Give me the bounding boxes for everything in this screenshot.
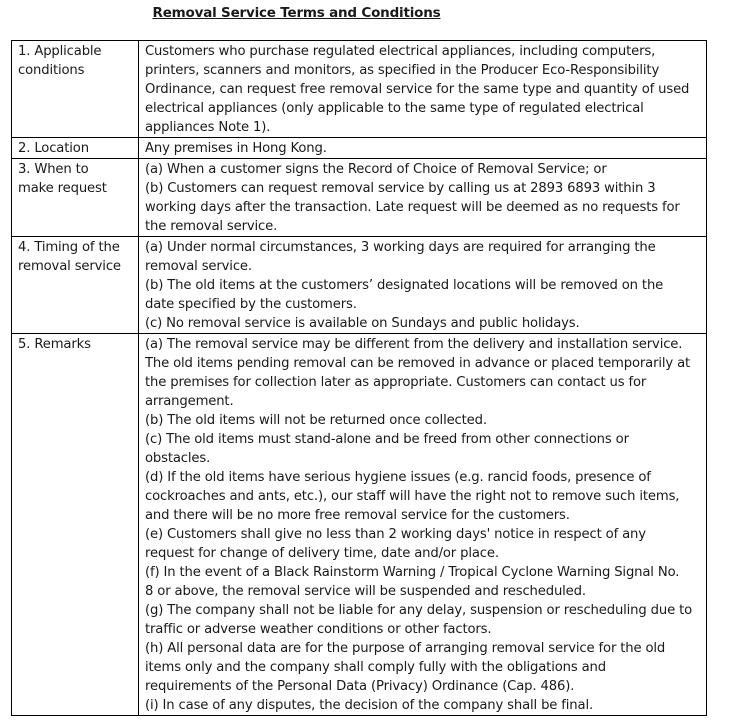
content-line: date specified by the customers. <box>145 297 357 312</box>
row-content-cell <box>139 159 707 237</box>
terms-table <box>11 40 707 716</box>
row-label-line: 1. Applicable <box>18 44 102 59</box>
table-row-applicable-conditions <box>12 41 707 138</box>
document-title: Removal Service Terms and Conditions <box>152 5 441 21</box>
content-line: appliances Note 1). <box>145 120 271 135</box>
row-label-line: 4. Timing of the <box>18 240 120 255</box>
row-label-line: 5. Remarks <box>18 337 91 352</box>
content-line: removal service. <box>145 259 252 274</box>
row-label-cell <box>12 138 139 159</box>
table-row-when-to-make-request <box>12 159 707 237</box>
row-content-cell <box>139 334 707 716</box>
content-line: (b) Customers can request removal service by calling us at 2893 6893 within 3 <box>145 181 656 196</box>
content-line: and there will be no more free removal service for the customers. <box>145 508 570 523</box>
row-label-line: conditions <box>18 63 85 78</box>
content-line: Customers who purchase regulated electrical appliances, including computers, <box>145 44 656 59</box>
row-label-cell <box>12 159 139 237</box>
content-line: arrangement. <box>145 394 234 409</box>
content-line: items only and the company shall comply fully with the obligations and <box>145 660 606 675</box>
content-line: traffic or adverse weather conditions or other factors. <box>145 622 492 637</box>
content-line: (b) The old items will not be returned once collected. <box>145 413 487 428</box>
row-label-cell <box>12 334 139 716</box>
content-line: requirements of the Personal Data (Privacy) Ordinance (Cap. 486). <box>145 679 575 694</box>
row-label-line: 2. Location <box>18 141 89 156</box>
content-line: (c) The old items must stand-alone and be freed from other connections or <box>145 432 629 447</box>
row-content-cell <box>139 237 707 334</box>
content-line: the removal service. <box>145 219 278 234</box>
content-line: electrical appliances (only applicable to the same type of regulated electrical <box>145 101 644 116</box>
row-label-line: removal service <box>18 259 121 274</box>
content-line: working days after the transaction. Late request will be deemed as no requests for <box>145 200 680 215</box>
content-line: obstacles. <box>145 451 211 466</box>
content-line: The old items pending removal can be removed in advance or placed temporarily at <box>145 356 691 371</box>
row-label-line: make request <box>18 181 107 196</box>
content-line: cockroaches and ants, etc.), our staff will have the right not to remove such items, <box>145 489 680 504</box>
content-line: (c) No removal service is available on Sundays and public holidays. <box>145 316 580 331</box>
content-line: (h) All personal data are for the purpose of arranging removal service for the old <box>145 641 666 656</box>
content-line: 8 or above, the removal service will be suspended and rescheduled. <box>145 584 586 599</box>
content-line: (i) In case of any disputes, the decision of the company shall be final. <box>145 698 594 713</box>
content-line: Ordinance, can request free removal service for the same type and quantity of used <box>145 82 690 97</box>
content-line: printers, scanners and monitors, as specified in the Producer Eco-Responsibility <box>145 63 660 78</box>
content-line: (a) The removal service may be different from the delivery and installation service. <box>145 337 683 352</box>
row-label-line: 3. When to <box>18 162 89 177</box>
content-line: request for change of delivery time, date and/or place. <box>145 546 499 561</box>
content-line: (e) Customers shall give no less than 2 working days' notice in respect of any <box>145 527 646 542</box>
table-row-remarks <box>12 334 707 716</box>
row-label-cell <box>12 237 139 334</box>
content-line: (b) The old items at the customers’ designated locations will be removed on the <box>145 278 664 293</box>
content-line: (a) Under normal circumstances, 3 working days are required for arranging the <box>145 240 656 255</box>
table-row-location <box>12 138 707 159</box>
table-row-timing <box>12 237 707 334</box>
content-line: (f) In the event of a Black Rainstorm Warning / Tropical Cyclone Warning Signal No. <box>145 565 680 580</box>
row-content-cell <box>139 41 707 138</box>
content-line: (d) If the old items have serious hygiene issues (e.g. rancid foods, presence of <box>145 470 651 485</box>
content-line: (a) When a customer signs the Record of Choice of Removal Service; or <box>145 162 607 177</box>
row-content-cell <box>139 138 707 159</box>
content-line: Any premises in Hong Kong. <box>145 141 327 156</box>
content-line: (g) The company shall not be liable for any delay, suspension or rescheduling due to <box>145 603 693 618</box>
content-line: the premises for collection later as appropriate. Customers can contact us for <box>145 375 647 390</box>
row-label-cell <box>12 41 139 138</box>
